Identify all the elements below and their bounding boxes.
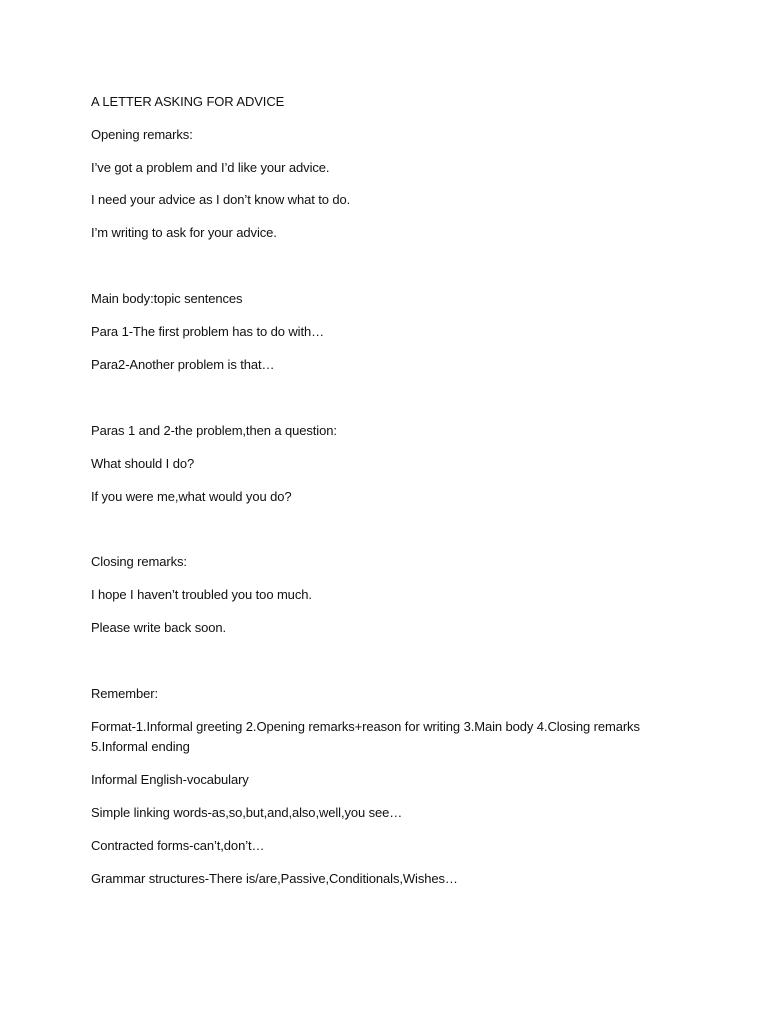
remember-line: Simple linking words-as,so,but,and,also,well,you see… — [91, 805, 403, 820]
paras-line: If you were me,what would you do? — [91, 489, 292, 504]
opening-heading: Opening remarks: — [91, 127, 193, 142]
remember-line: Format-1.Informal greeting 2.Opening remarks+reason for writing 3.Main body 4.Closing remarks 5.Informal ending — [91, 719, 640, 754]
main-body-line: Para 1-The first problem has to do with… — [91, 324, 324, 339]
opening-line: I need your advice as I don’t know what to do. — [91, 192, 351, 207]
remember-line: Informal English-vocabulary — [91, 772, 249, 787]
opening-line: I’m writing to ask for your advice. — [91, 225, 277, 240]
main-body-line: Para2-Another problem is that… — [91, 357, 275, 372]
main-body-heading: Main body:topic sentences — [91, 291, 243, 306]
remember-heading: Remember: — [91, 686, 159, 701]
paras-heading: Paras 1 and 2-the problem,then a question: — [91, 423, 337, 438]
remember-line: Contracted forms-can’t,don’t… — [91, 838, 265, 853]
remember-line: Grammar structures-There is/are,Passive,Conditionals,Wishes… — [91, 871, 458, 886]
closing-heading: Closing remarks: — [91, 554, 187, 569]
paras-line: What should I do? — [91, 456, 195, 471]
closing-line: Please write back soon. — [91, 620, 226, 635]
document-title: A LETTER ASKING FOR ADVICE — [91, 94, 285, 109]
opening-line: I’ve got a problem and I’d like your advice. — [91, 160, 330, 175]
closing-line: I hope I haven’t troubled you too much. — [91, 587, 312, 602]
